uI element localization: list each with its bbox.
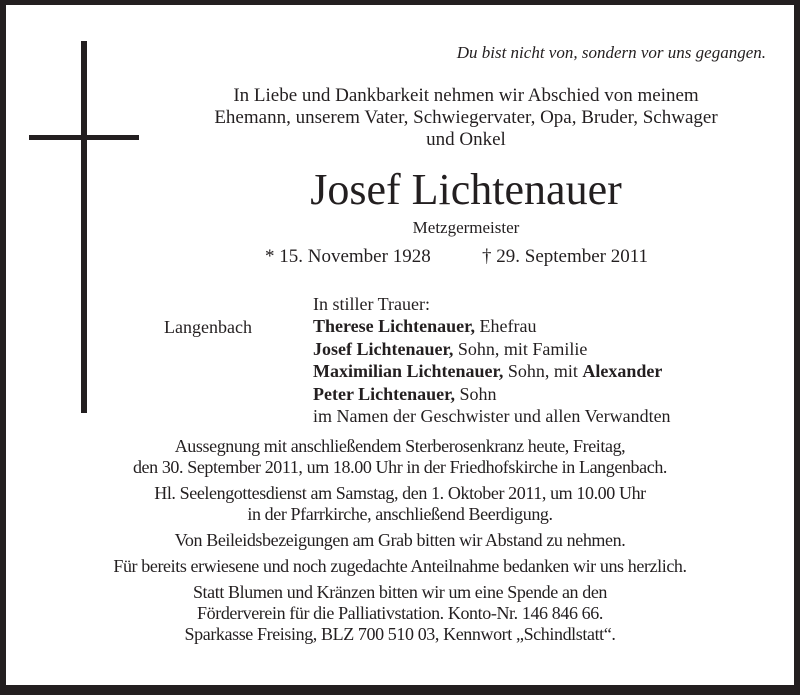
- service-details: [6, 436, 794, 650]
- blessing-info: [6, 436, 794, 478]
- mourner-relation: Sohn, mit: [503, 361, 583, 382]
- deceased-name: Josef Lichtenauer: [310, 165, 622, 214]
- requiem-line: Hl. Seelengottesdienst am Samstag, den 1. Oktober 2011, um 10.00 Uhr: [154, 483, 646, 503]
- mourner-extra-name: Alexander: [582, 361, 663, 382]
- mourner-relation: Sohn: [454, 383, 497, 404]
- donation-line: Sparkasse Freising, BLZ 700 510 03, Kennwort „Schindlstatt“.: [184, 624, 616, 644]
- blessing-line: den 30. September 2011, um 18.00 Uhr in der Friedhofskirche in Langenbach.: [132, 457, 668, 477]
- deceased-profession: Metzgermeister: [412, 218, 520, 237]
- mourners-list: [313, 293, 671, 427]
- intro-line: Ehemann, unserem Vater, Schwiegervater, Opa, Bruder, Schwager: [214, 107, 718, 128]
- intro-line: In Liebe und Dankbarkeit nehmen wir Abschied von meinem: [233, 85, 699, 106]
- thanks-note: Für bereits erwiesene und noch zugedachte Anteilnahme bedanken wir uns herzlich.: [113, 556, 687, 576]
- mourners-closing: im Namen der Geschwister und allen Verwandten: [313, 406, 671, 427]
- mourners-heading: In stiller Trauer:: [313, 294, 430, 314]
- donation-line: Förderverein für die Palliativstation. Konto-Nr. 146 846 66.: [197, 603, 603, 623]
- requiem-info: [6, 483, 794, 525]
- mourner-entry: [313, 360, 671, 382]
- death-date: † 29. September 2011: [482, 246, 649, 267]
- motto: Du bist nicht von, sondern vor uns gegangen.: [456, 43, 766, 62]
- mourner-name: Josef Lichtenauer,: [313, 338, 454, 359]
- mourner-entry: [313, 338, 671, 360]
- mourner-name: Peter Lichtenauer,: [313, 383, 455, 404]
- mourner-name: Maximilian Lichtenauer,: [313, 361, 504, 382]
- intro-line: und Onkel: [426, 129, 506, 150]
- birth-date: * 15. November 1928: [265, 246, 431, 267]
- mourner-relation: Sohn, mit Familie: [453, 338, 588, 359]
- obituary-card: [6, 5, 794, 685]
- cross-icon-vertical: [81, 41, 87, 413]
- condolences-note: Von Beileidsbezeigungen am Grab bitten wir Abstand zu nehmen.: [174, 530, 626, 550]
- requiem-line: in der Pfarrkirche, anschließend Beerdigung.: [247, 504, 553, 524]
- donation-line: Statt Blumen und Kränzen bitten wir um eine Spende an den: [192, 582, 608, 602]
- cross-icon-horizontal: [29, 135, 139, 140]
- blessing-line: Aussegnung mit anschließendem Sterberosenkranz heute, Freitag,: [174, 436, 626, 456]
- mourner-entry: [313, 315, 671, 337]
- mourner-entry: [313, 383, 671, 405]
- intro-text: [186, 85, 746, 151]
- mourner-relation: Ehefrau: [475, 316, 537, 337]
- mourner-name: Therese Lichtenauer,: [313, 316, 475, 337]
- donation-info: [6, 582, 794, 645]
- mourners-place: Langenbach: [164, 317, 252, 337]
